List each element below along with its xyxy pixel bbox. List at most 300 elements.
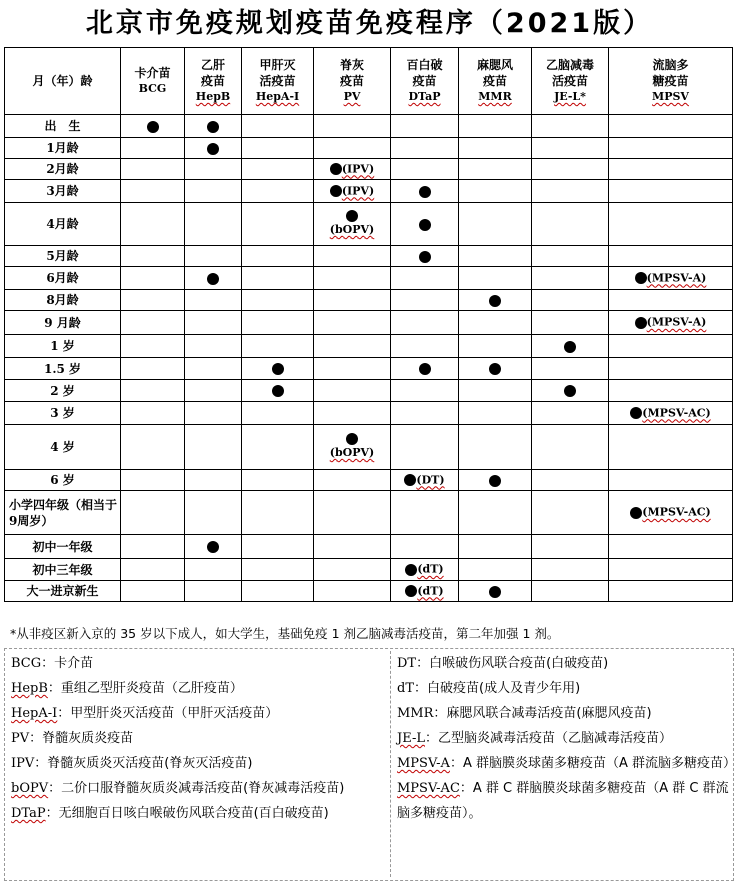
dose-dot-icon	[272, 363, 284, 375]
dose-cell	[459, 425, 532, 470]
dose-marker	[405, 562, 443, 576]
dose-cell	[391, 559, 459, 581]
table-row	[5, 535, 733, 559]
dose-dot-icon	[419, 251, 431, 263]
dose-cell	[532, 581, 609, 602]
legend-item	[11, 776, 383, 801]
table-row	[5, 380, 733, 402]
dose-cell	[609, 203, 733, 246]
dose-cell	[314, 402, 391, 425]
dose-cell	[391, 290, 459, 311]
age-cell: 4 岁	[5, 425, 121, 470]
dose-cell	[609, 115, 733, 138]
legend-item	[11, 801, 383, 826]
dose-cell	[314, 491, 391, 535]
dose-cell	[459, 491, 532, 535]
dose-cell	[242, 115, 314, 138]
table-row	[5, 159, 733, 180]
dose-cell	[185, 159, 242, 180]
table-row	[5, 267, 733, 290]
legend-item	[11, 701, 383, 726]
dose-cell	[185, 203, 242, 246]
dose-marker	[419, 184, 431, 198]
dose-cell	[121, 491, 185, 535]
dose-cell	[532, 358, 609, 380]
dose-cell	[391, 246, 459, 267]
dose-cell	[391, 402, 459, 425]
dose-cell	[242, 491, 314, 535]
dose-annotation: (MPSV-A)	[646, 271, 707, 285]
vaccine-abbr: PV	[343, 90, 361, 103]
dose-marker	[419, 362, 431, 376]
dose-cell	[185, 138, 242, 159]
dose-cell	[609, 380, 733, 402]
vaccine-column-header	[121, 48, 185, 115]
legend-desc: ：卡介苗	[41, 656, 94, 671]
dose-cell	[609, 535, 733, 559]
dose-dot-icon	[489, 295, 501, 307]
dose-marker	[635, 315, 707, 329]
dose-cell	[532, 535, 609, 559]
dose-cell	[121, 115, 185, 138]
age-cell: 2 岁	[5, 380, 121, 402]
dose-dot-icon	[564, 385, 576, 397]
dose-cell	[314, 535, 391, 559]
vaccine-abbr: DTaP	[408, 90, 441, 103]
legend-abbr: JE-L	[397, 731, 425, 746]
vaccine-abbr: MPSV	[652, 90, 689, 103]
dose-cell	[609, 159, 733, 180]
dose-cell	[532, 559, 609, 581]
dose-cell	[185, 290, 242, 311]
dose-cell	[242, 380, 314, 402]
dose-cell	[391, 425, 459, 470]
dose-cell	[121, 559, 185, 581]
dose-cell	[609, 267, 733, 290]
dose-cell	[532, 470, 609, 491]
dose-annotation: (bOPV)	[329, 446, 375, 459]
dose-marker	[272, 362, 284, 376]
legend-abbr: IPV	[11, 756, 35, 771]
vaccine-column-header	[314, 48, 391, 115]
dose-cell	[314, 380, 391, 402]
legend-left-column	[11, 651, 383, 826]
dose-cell	[391, 159, 459, 180]
dose-cell	[242, 358, 314, 380]
legend-abbr: BCG	[11, 656, 42, 671]
dose-cell	[121, 246, 185, 267]
dose-dot-icon	[346, 210, 358, 222]
dose-cell	[532, 138, 609, 159]
vaccine-abbr: MMR	[478, 90, 512, 103]
dose-cell	[314, 115, 391, 138]
legend-desc: ：白破疫苗(成人及青少年用)	[414, 681, 581, 696]
dose-cell	[459, 581, 532, 602]
dose-dot-icon	[330, 163, 342, 175]
table-row	[5, 138, 733, 159]
dose-marker	[330, 184, 374, 198]
schedule-table	[4, 47, 733, 602]
dose-cell	[532, 290, 609, 311]
dose-annotation: (dT)	[417, 584, 444, 598]
dose-marker	[404, 473, 444, 487]
legend-abbr: dT	[397, 681, 414, 696]
dose-dot-icon	[346, 433, 358, 445]
legend-desc: ：甲型肝炎灭活疫苗（甲肝灭活疫苗）	[57, 706, 279, 721]
dose-cell	[532, 246, 609, 267]
dose-dot-icon	[635, 317, 647, 329]
dose-cell	[314, 470, 391, 491]
dose-cell	[242, 203, 314, 246]
table-row	[5, 203, 733, 246]
dose-cell	[532, 159, 609, 180]
dose-cell	[532, 425, 609, 470]
legend-abbr: MMR	[397, 706, 434, 721]
vaccine-column-header	[609, 48, 733, 115]
legend-abbr: HepB	[11, 681, 48, 696]
dose-marker	[330, 210, 375, 238]
table-header-row	[5, 48, 733, 115]
dose-cell	[121, 180, 185, 203]
dose-cell	[121, 159, 185, 180]
dose-cell	[185, 335, 242, 358]
dose-cell	[459, 311, 532, 335]
dose-marker	[489, 362, 501, 376]
dose-cell	[185, 380, 242, 402]
dose-cell	[609, 559, 733, 581]
dose-marker	[564, 339, 576, 353]
dose-cell	[185, 581, 242, 602]
dose-marker	[207, 119, 219, 133]
legend-desc: ：白喉破伤风联合疫苗(白破疫苗)	[416, 656, 609, 671]
legend-desc: ：乙型脑炎减毒活疫苗（乙脑减毒活疫苗）	[424, 731, 672, 746]
dose-cell	[121, 138, 185, 159]
dose-marker	[207, 540, 219, 554]
dose-cell	[121, 425, 185, 470]
dose-cell	[609, 491, 733, 535]
age-cell: 1 岁	[5, 335, 121, 358]
legend-item	[397, 701, 737, 726]
dose-annotation: (MPSV-AC)	[642, 406, 711, 420]
dose-marker	[564, 384, 576, 398]
footnote: *从非疫区新入京的 35 岁以下成人，如大学生，基础免疫 1 剂乙脑减毒活疫苗，第二年加强 1 剂。	[10, 626, 560, 641]
dose-cell	[459, 159, 532, 180]
dose-dot-icon	[489, 586, 501, 598]
dose-dot-icon	[489, 475, 501, 487]
dose-cell	[459, 138, 532, 159]
dose-cell	[459, 115, 532, 138]
age-cell: 3月龄	[5, 180, 121, 203]
dose-cell	[242, 581, 314, 602]
age-column-header: 月（年）龄	[5, 48, 121, 115]
dose-cell	[459, 335, 532, 358]
dose-cell	[185, 535, 242, 559]
vaccine-name: 百白破 疫苗	[406, 58, 443, 88]
table-row	[5, 402, 733, 425]
vaccine-name: 流脑多 糖疫苗	[652, 58, 689, 88]
dose-cell	[609, 425, 733, 470]
legend-item	[11, 676, 383, 701]
dose-annotation: (bOPV)	[329, 223, 375, 236]
dose-dot-icon	[404, 474, 416, 486]
legend-desc: ：麻腮风联合减毒活疫苗(麻腮风疫苗)	[433, 706, 652, 721]
table-row	[5, 358, 733, 380]
dose-cell	[391, 380, 459, 402]
dose-cell	[609, 311, 733, 335]
dose-annotation: (MPSV-AC)	[642, 505, 711, 519]
dose-annotation: (dT)	[417, 562, 444, 576]
dose-dot-icon	[635, 272, 647, 284]
dose-cell	[314, 358, 391, 380]
dose-cell	[121, 380, 185, 402]
legend-item	[397, 676, 737, 701]
dose-cell	[609, 358, 733, 380]
dose-cell	[185, 402, 242, 425]
legend-desc: ：脊髓灰质炎灭活疫苗(脊灰灭活疫苗)	[34, 756, 253, 771]
vaccine-name: 乙脑减毒 活疫苗	[545, 58, 594, 88]
dose-cell	[185, 180, 242, 203]
table-row	[5, 335, 733, 358]
dose-cell	[185, 559, 242, 581]
age-cell: 小学四年级（相当于9周岁）	[5, 491, 121, 535]
legend-item	[11, 726, 383, 751]
dose-marker	[419, 249, 431, 263]
age-cell: 初中三年级	[5, 559, 121, 581]
legend-desc: ：A 群 C 群脑膜炎球菌多糖疫苗（A 群 C 群流脑多糖疫苗）。	[397, 781, 729, 821]
dose-cell	[391, 180, 459, 203]
dose-cell	[242, 425, 314, 470]
dose-cell	[121, 335, 185, 358]
dose-cell	[459, 402, 532, 425]
dose-marker	[630, 406, 710, 420]
legend-desc: ：脊髓灰质炎疫苗	[29, 731, 134, 746]
dose-cell	[242, 470, 314, 491]
dose-cell	[242, 559, 314, 581]
dose-cell	[314, 335, 391, 358]
dose-cell	[532, 115, 609, 138]
dose-cell	[242, 535, 314, 559]
dose-marker	[489, 293, 501, 307]
dose-marker	[207, 141, 219, 155]
dose-cell	[532, 267, 609, 290]
vaccine-name: 乙肝 疫苗	[200, 58, 225, 88]
dose-marker	[330, 162, 374, 176]
dose-cell	[609, 581, 733, 602]
legend-abbr: bOPV	[11, 781, 49, 796]
legend-desc: ：A 群脑膜炎球菌多糖疫苗（A 群流脑多糖疫苗）	[449, 756, 737, 771]
dose-cell	[532, 203, 609, 246]
dose-cell	[185, 115, 242, 138]
age-cell: 2月龄	[5, 159, 121, 180]
age-cell: 初中一年级	[5, 535, 121, 559]
dose-cell	[242, 335, 314, 358]
table-row	[5, 425, 733, 470]
dose-cell	[459, 380, 532, 402]
dose-cell	[459, 535, 532, 559]
dose-cell	[185, 246, 242, 267]
dose-marker	[207, 271, 219, 285]
dose-cell	[242, 290, 314, 311]
dose-dot-icon	[489, 363, 501, 375]
table-row	[5, 559, 733, 581]
table-row	[5, 470, 733, 491]
dose-cell	[185, 470, 242, 491]
dose-cell	[391, 358, 459, 380]
legend-item	[11, 651, 383, 676]
age-cell: 3 岁	[5, 402, 121, 425]
dose-cell	[459, 180, 532, 203]
dose-cell	[121, 402, 185, 425]
dose-cell	[314, 581, 391, 602]
dose-cell	[121, 203, 185, 246]
dose-cell	[391, 335, 459, 358]
legend-abbr: MPSV-A	[397, 756, 450, 771]
age-cell: 1.5 岁	[5, 358, 121, 380]
vaccine-abbr: HepA-I	[255, 90, 300, 103]
dose-marker	[419, 217, 431, 231]
dose-cell	[242, 267, 314, 290]
dose-dot-icon	[272, 385, 284, 397]
dose-cell	[314, 180, 391, 203]
dose-marker	[630, 505, 710, 519]
dose-cell	[121, 470, 185, 491]
vaccine-name: 麻腮风 疫苗	[476, 58, 513, 88]
dose-cell	[121, 267, 185, 290]
dose-cell	[609, 138, 733, 159]
dose-cell	[314, 203, 391, 246]
dose-cell	[185, 425, 242, 470]
dose-cell	[314, 311, 391, 335]
dose-cell	[242, 159, 314, 180]
legend-desc: ：重组乙型肝炎疫苗（乙肝疫苗）	[47, 681, 243, 696]
dose-dot-icon	[405, 564, 417, 576]
legend-abbr: DT	[397, 656, 417, 671]
vaccine-name: 甲肝灭 活疫苗	[259, 58, 296, 88]
vaccine-column-header	[391, 48, 459, 115]
legend-item	[397, 651, 737, 676]
page-title: 北京市免疫规划疫苗免疫程序（2021版）	[85, 8, 654, 39]
dose-cell	[459, 267, 532, 290]
dose-dot-icon	[419, 219, 431, 231]
age-cell: 出 生	[5, 115, 121, 138]
vaccine-column-header	[459, 48, 532, 115]
dose-dot-icon	[419, 186, 431, 198]
table-row	[5, 180, 733, 203]
legend-abbr: HepA-I	[11, 706, 58, 721]
dose-cell	[391, 581, 459, 602]
age-cell: 5月龄	[5, 246, 121, 267]
dose-marker	[405, 584, 443, 598]
dose-cell	[609, 402, 733, 425]
dose-cell	[391, 311, 459, 335]
dose-cell	[459, 246, 532, 267]
vaccine-column-header	[242, 48, 314, 115]
dose-annotation: (MPSV-A)	[646, 315, 707, 329]
age-cell: 4月龄	[5, 203, 121, 246]
dose-marker	[272, 384, 284, 398]
dose-dot-icon	[207, 541, 219, 553]
dose-cell	[121, 311, 185, 335]
dose-cell	[121, 358, 185, 380]
dose-cell	[459, 203, 532, 246]
dose-cell	[459, 559, 532, 581]
dose-cell	[391, 535, 459, 559]
abbreviation-legend	[4, 648, 737, 881]
dose-cell	[185, 358, 242, 380]
dose-cell	[532, 380, 609, 402]
dose-dot-icon	[207, 121, 219, 133]
dose-cell	[459, 470, 532, 491]
vaccine-column-header	[532, 48, 609, 115]
legend-item	[397, 776, 737, 826]
dose-cell	[314, 559, 391, 581]
dose-dot-icon	[330, 185, 342, 197]
dose-cell	[532, 311, 609, 335]
legend-item	[11, 751, 383, 776]
table-row	[5, 491, 733, 535]
legend-abbr: PV	[11, 731, 30, 746]
dose-cell	[532, 335, 609, 358]
legend-desc: ：二价口服脊髓灰质炎减毒活疫苗(脊灰减毒活疫苗)	[48, 781, 345, 796]
dose-annotation: (IPV)	[341, 162, 375, 176]
dose-cell	[391, 115, 459, 138]
legend-item	[397, 751, 737, 776]
dose-cell	[185, 491, 242, 535]
age-cell: 6 岁	[5, 470, 121, 491]
vaccine-name: 卡介苗	[134, 66, 171, 80]
legend-abbr: MPSV-AC	[397, 781, 460, 796]
legend-right-column	[390, 651, 737, 877]
dose-cell	[459, 358, 532, 380]
dose-cell	[532, 402, 609, 425]
dose-dot-icon	[630, 407, 642, 419]
dose-cell	[242, 180, 314, 203]
legend-abbr: DTaP	[11, 806, 46, 821]
dose-annotation: (IPV)	[341, 184, 375, 198]
dose-dot-icon	[207, 273, 219, 285]
dose-cell	[532, 491, 609, 535]
age-cell: 9 月龄	[5, 311, 121, 335]
dose-dot-icon	[147, 121, 159, 133]
dose-cell	[314, 290, 391, 311]
age-cell: 大一进京新生	[5, 581, 121, 602]
dose-dot-icon	[564, 341, 576, 353]
vaccine-abbr: HepB	[195, 90, 231, 103]
dose-cell	[391, 491, 459, 535]
dose-cell	[242, 311, 314, 335]
dose-marker	[489, 473, 501, 487]
dose-marker	[330, 433, 375, 461]
dose-cell	[121, 581, 185, 602]
vaccine-abbr: BCG	[138, 82, 167, 95]
dose-dot-icon	[419, 363, 431, 375]
dose-dot-icon	[405, 585, 417, 597]
dose-cell	[242, 138, 314, 159]
dose-cell	[391, 470, 459, 491]
dose-cell	[242, 246, 314, 267]
dose-cell	[314, 138, 391, 159]
dose-cell	[121, 535, 185, 559]
dose-cell	[459, 290, 532, 311]
legend-desc: ：无细胞百日咳白喉破伤风联合疫苗(百白破疫苗)	[45, 806, 329, 821]
dose-annotation: (DT)	[416, 473, 445, 487]
dose-cell	[609, 335, 733, 358]
dose-cell	[314, 246, 391, 267]
dose-marker	[489, 584, 501, 598]
dose-cell	[121, 290, 185, 311]
dose-dot-icon	[630, 507, 642, 519]
table-row	[5, 246, 733, 267]
